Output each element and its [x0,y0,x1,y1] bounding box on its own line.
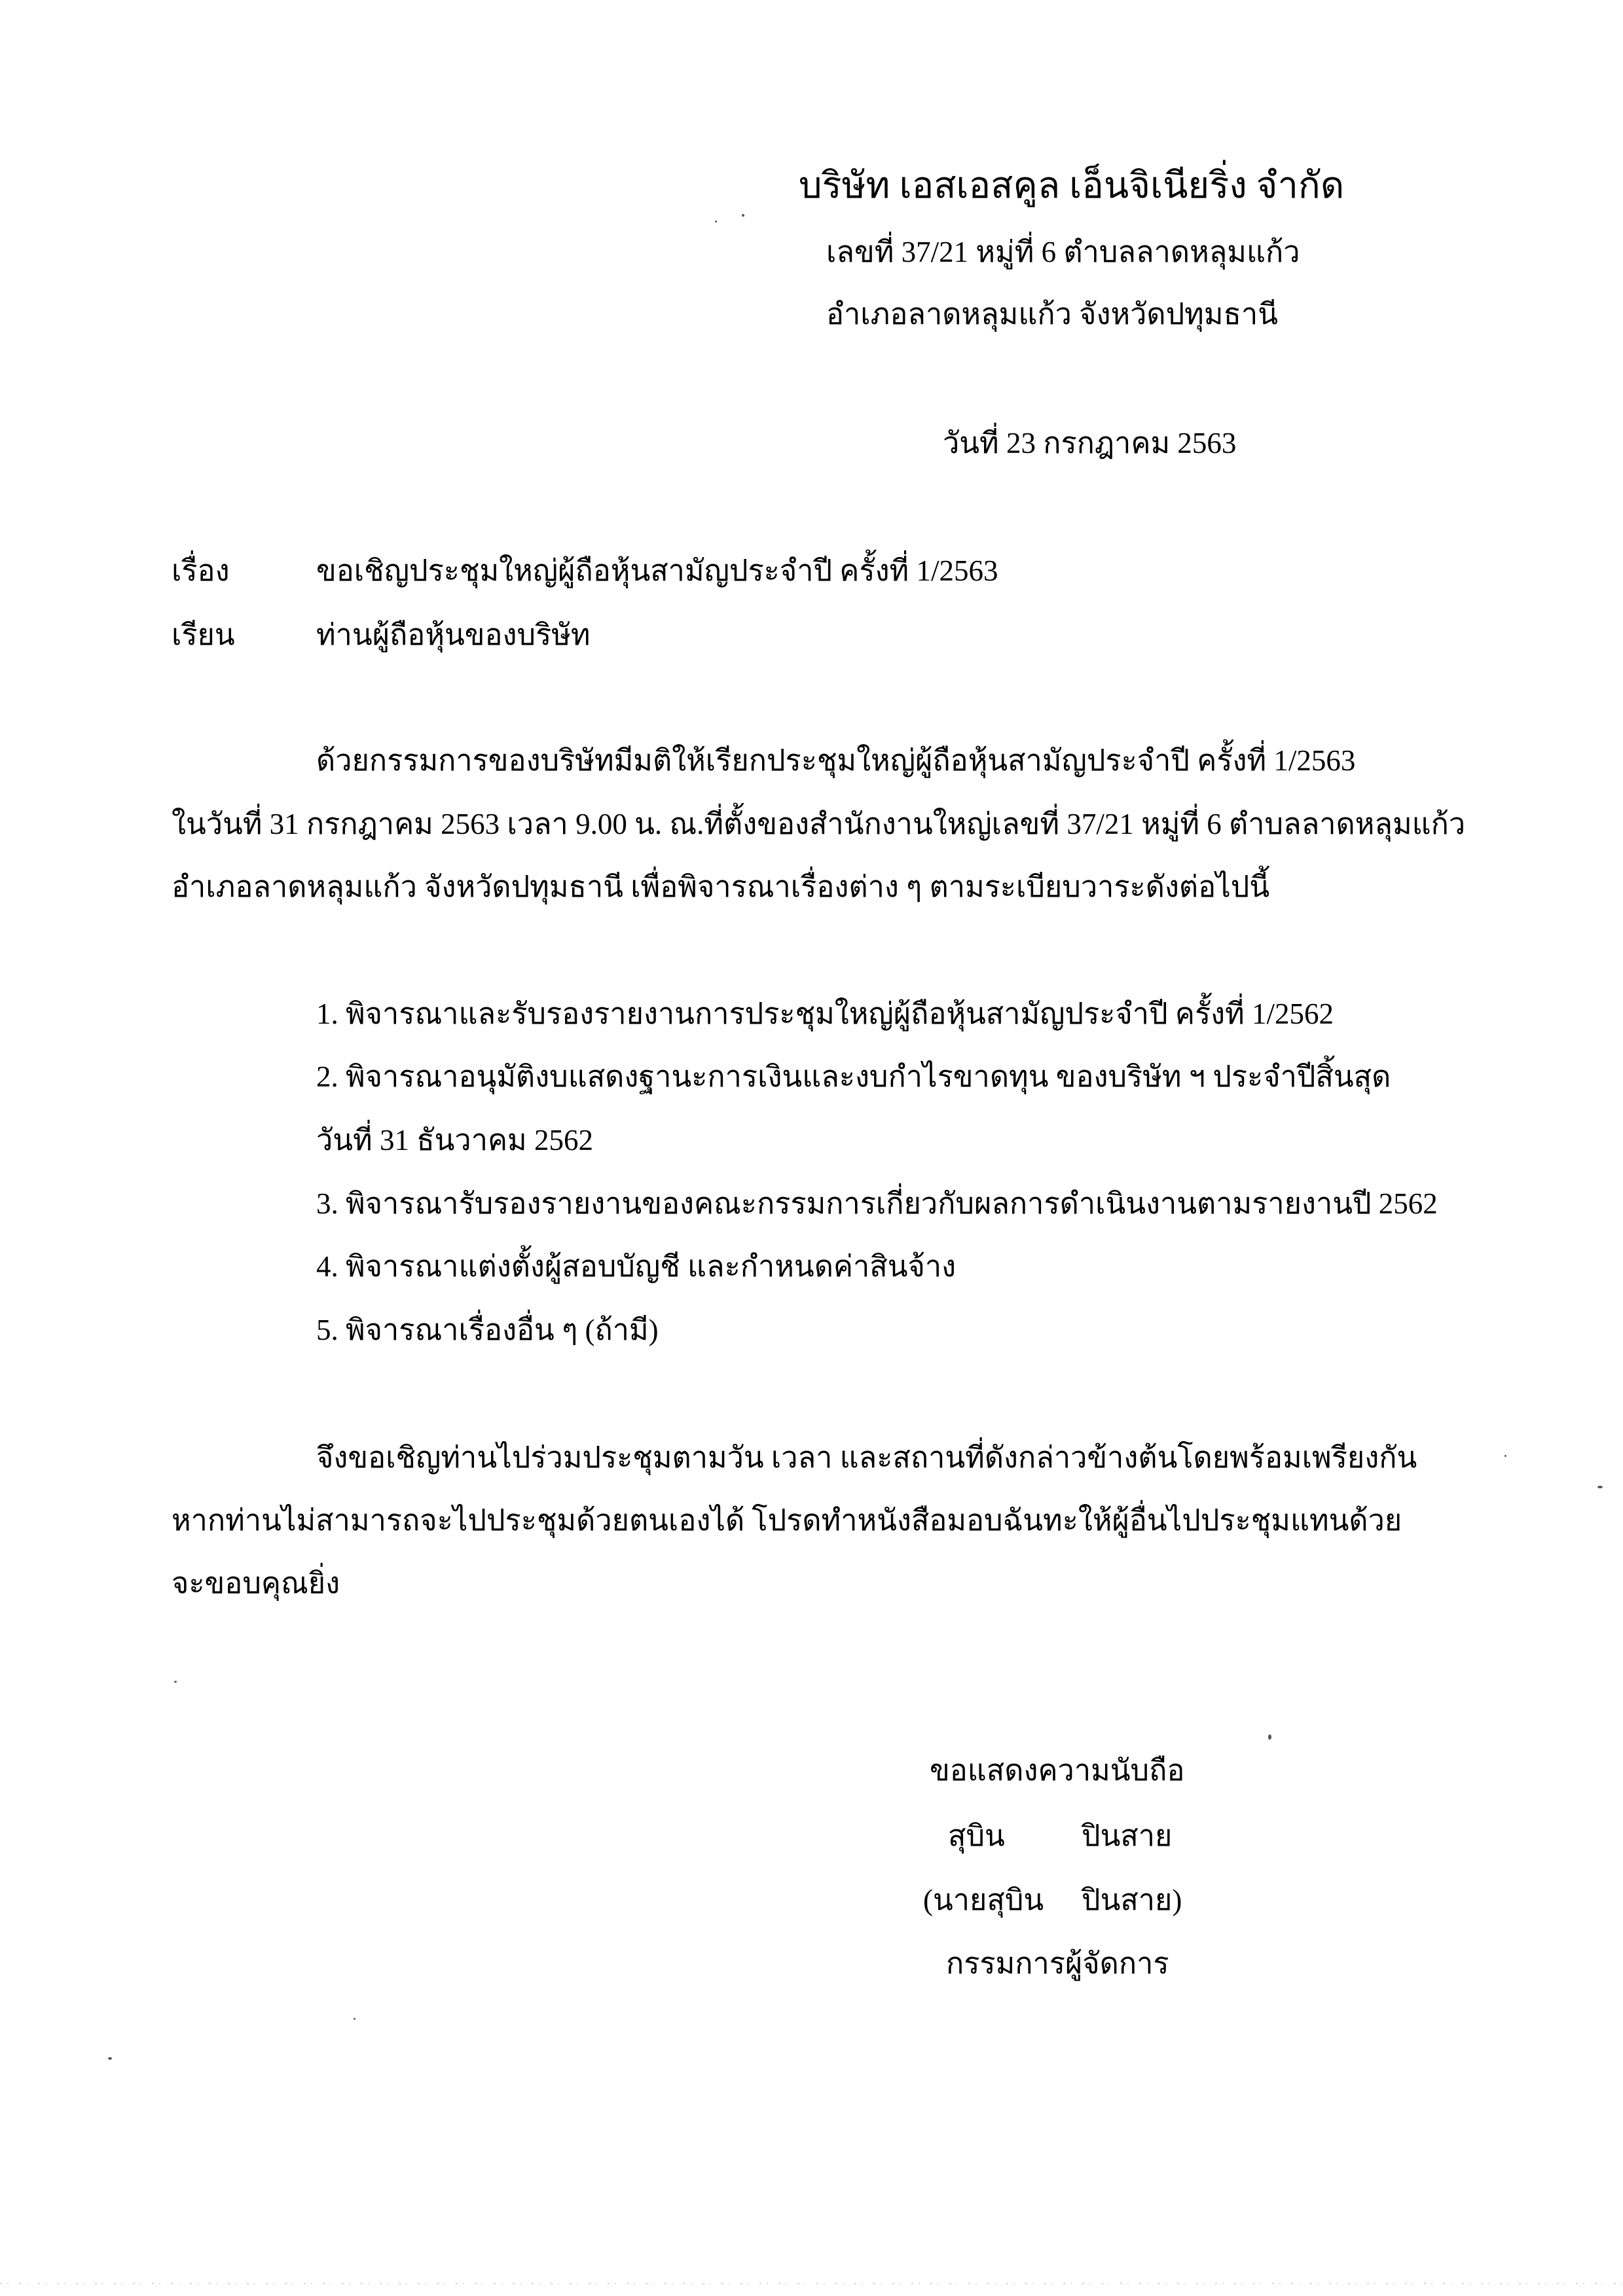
agenda-item-2-continued: วันที่ 31 ธันวาคม 2562 [316,1124,593,1157]
scan-speck [715,221,717,223]
recipient-label: เรียน [172,619,235,651]
intro-line-2: ในวันที่ 31 กรกฎาคม 2563 เวลา 9.00 น. ณ.ที่ตั้งของสำนักงานใหญ่เลขที่ 37/21 หมู่ที่ 6 ตำบลลาดหลุมแก้ว [172,808,1466,840]
signature-regards: ขอแสดงความนับถือ [930,1754,1185,1787]
recipient-text: ท่านผู้ถือหุ้นของบริษัท [316,619,591,651]
signature-last-name: ปินสาย [1082,1820,1173,1852]
scan-speck [174,1681,177,1683]
scan-speck [1597,1486,1603,1488]
scan-speck [1268,1734,1271,1740]
scan-speck [1504,1455,1506,1457]
subject-text: ขอเชิญประชุมใหญ่ผู้ถือหุ้นสามัญประจำปี ครั้งที่ 1/2563 [316,554,998,587]
agenda-item-1: 1. พิจารณาและรับรองรายงานการประชุมใหญ่ผู้ถือหุ้นสามัญประจำปี ครั้งที่ 1/2562 [316,997,1334,1030]
agenda-item-3: 3. พิจารณารับรองรายงานของคณะกรรมการเกี่ยวกับผลการดำเนินงานตามรายงานปี 2562 [316,1187,1438,1220]
letter-date: วันที่ 23 กรกฎาคม 2563 [943,427,1237,459]
company-address-line1: เลขที่ 37/21 หมู่ที่ 6 ตำบลลาดหลุมแก้ว [826,236,1300,268]
scan-speck [108,2057,112,2060]
company-address-line2: อำเภอลาดหลุมแก้ว จังหวัดปทุมธานี [826,298,1278,331]
signature-full-name-last: ปินสาย) [1082,1884,1182,1916]
signature-first-name: สุบิน [948,1820,1005,1852]
subject-label: เรื่อง [172,554,230,587]
agenda-item-2: 2. พิจารณาอนุมัติงบแสดงฐานะการเงินและงบกำไรขาดทุน ของบริษัท ฯ ประจำปีสิ้นสุด [316,1060,1391,1093]
agenda-item-4: 4. พิจารณาแต่งตั้งผู้สอบบัญชี และกำหนดค่าสินจ้าง [316,1250,957,1283]
scan-speck [742,214,744,217]
intro-line-1: ด้วยกรรมการของบริษัทมีมติให้เรียกประชุมใหญ่ผู้ถือหุ้นสามัญประจำปี ครั้งที่ 1/2563 [316,744,1356,777]
closing-line-1: จึงขอเชิญท่านไปร่วมประชุมตามวัน เวลา และสถานที่ดังกล่าวข้างต้นโดยพร้อมเพรียงกัน [316,1441,1417,1474]
signature-position: กรรมการผู้จัดการ [946,1947,1169,1980]
scan-speck [354,2018,356,2020]
intro-line-3: อำเภอลาดหลุมแก้ว จังหวัดปทุมธานี เพื่อพิจารณาเรื่องต่าง ๆ ตามระเบียบวาระดังต่อไปนี้ [172,870,1270,903]
signature-full-name-first: (นายสุบิน [923,1884,1044,1916]
closing-line-3: จะขอบคุณยิ่ง [172,1567,340,1600]
closing-line-2: หากท่านไม่สามารถจะไปประชุมด้วยตนเองได้ โปรดทำหนังสือมอบฉันทะให้ผู้อื่นไปประชุมแทนด้วย [172,1504,1402,1537]
scan-edge-noise [0,2283,1623,2284]
company-name: บริษัท เอสเอสคูล เอ็นจิเนียริ่ง จำกัด [799,166,1345,206]
agenda-item-5: 5. พิจารณาเรื่องอื่น ๆ (ถ้ามี) [316,1314,659,1346]
